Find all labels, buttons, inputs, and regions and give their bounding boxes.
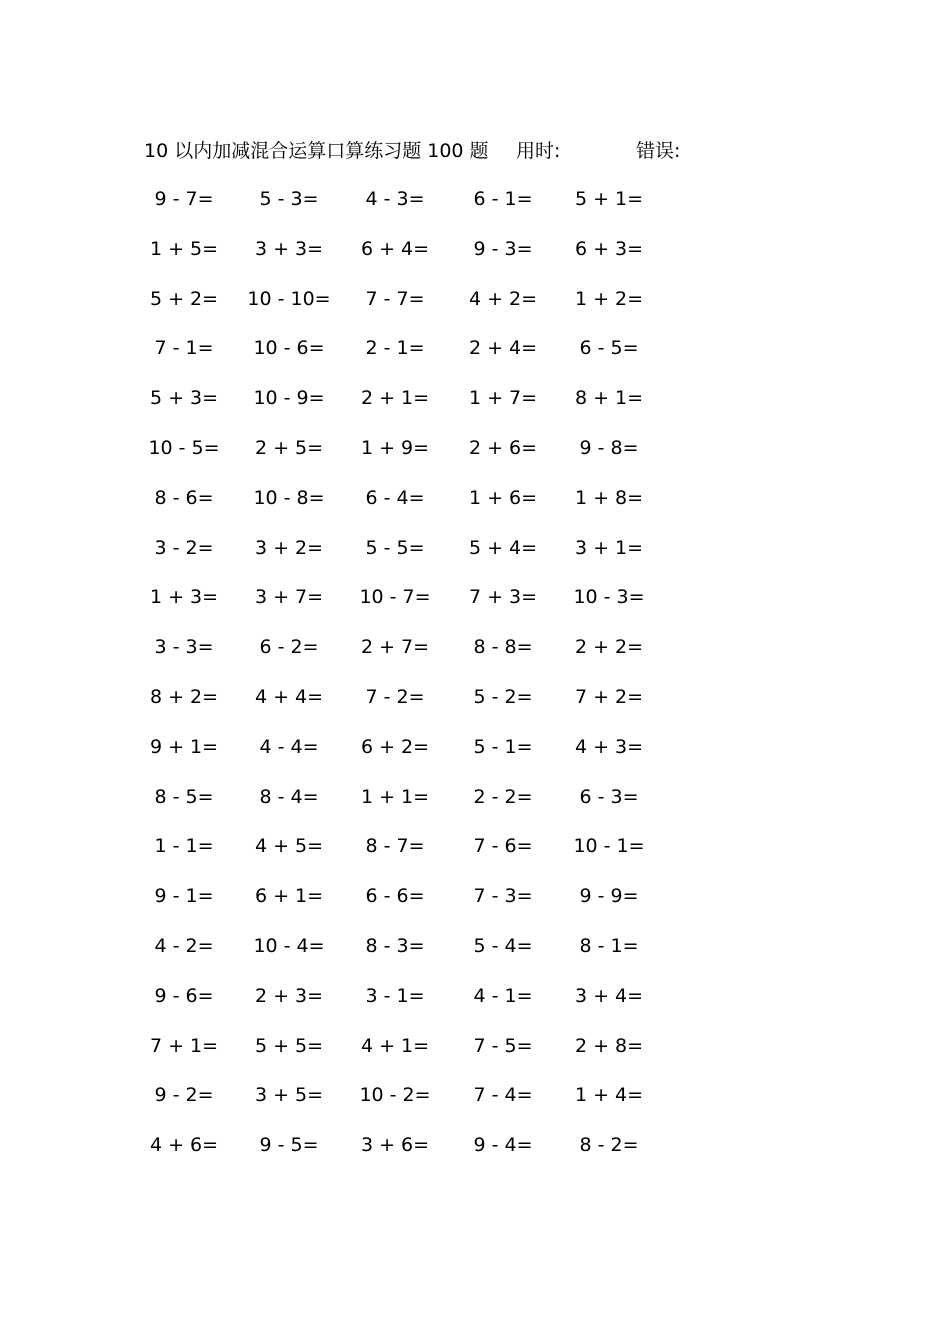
math-problem: 9 - 3= [473,237,533,260]
math-problem: 1 + 3= [149,586,219,609]
math-problem: 6 - 6= [365,885,425,908]
math-problem: 3 + 2= [254,536,324,559]
math-problem: 6 + 4= [360,237,430,260]
math-problem: 6 - 3= [579,785,639,808]
math-problem: 1 + 6= [468,486,538,509]
math-problem: 1 + 2= [574,287,644,310]
math-problem: 3 + 5= [254,1084,324,1107]
math-problem: 7 - 3= [473,885,533,908]
math-problem: 8 - 7= [365,835,425,858]
problem-row [0,1078,950,1112]
math-problem: 6 + 1= [254,885,324,908]
problem-row [0,481,950,515]
math-problem: 1 + 9= [360,437,430,459]
math-problem: 2 + 4= [468,337,538,360]
math-problem: 10 - 10= [247,287,331,310]
math-problem: 8 - 6= [154,486,214,509]
problem-row [0,182,950,216]
math-problem: 4 - 2= [154,935,214,957]
math-problem: 10 - 3= [573,586,645,609]
math-problem: 7 - 6= [473,835,533,858]
math-problem: 1 + 7= [468,387,538,410]
math-problem: 3 - 2= [154,536,214,559]
problem-row [0,979,950,1013]
math-problem: 10 - 9= [253,387,325,410]
math-problem: 10 - 5= [148,437,220,459]
math-problem: 9 - 6= [154,984,214,1007]
problem-row [0,829,950,863]
math-problem: 6 - 1= [473,188,533,210]
problem-row [0,929,950,963]
math-problem: 5 - 3= [259,188,319,210]
problem-row [0,431,950,465]
math-problem: 8 - 8= [473,636,533,659]
math-problem: 2 + 2= [574,636,644,659]
math-problem: 4 + 3= [574,735,644,758]
math-problem: 2 + 5= [254,437,324,459]
worksheet-title: 10 以内加减混合运算口算练习题 100 题 [144,140,489,162]
problem-row [0,630,950,664]
problem-row [0,730,950,764]
math-problem: 6 + 2= [360,735,430,758]
math-problem: 7 + 1= [149,1034,219,1057]
math-problem: 10 - 8= [253,486,325,509]
math-problem: 10 - 4= [253,935,325,957]
math-problem: 9 + 1= [149,735,219,758]
math-problem: 6 - 2= [259,636,319,659]
math-problem: 8 - 3= [365,935,425,957]
math-problem: 2 - 1= [365,337,425,360]
math-problem: 6 - 4= [365,486,425,509]
math-problem: 4 + 5= [254,835,324,858]
math-problem: 2 + 3= [254,984,324,1007]
math-problem: 7 - 1= [154,337,214,360]
math-problem: 5 - 1= [473,735,533,758]
math-problem: 1 - 1= [154,835,214,858]
problem-row [0,879,950,913]
math-problem: 4 + 1= [360,1034,430,1057]
math-problem: 10 - 6= [253,337,325,360]
problem-row [0,531,950,565]
math-problem: 3 - 3= [154,636,214,659]
math-problem: 4 - 3= [365,188,425,210]
math-problem: 10 - 7= [359,586,431,609]
math-problem: 1 + 4= [574,1084,644,1107]
problem-row [0,780,950,814]
math-problem: 9 - 7= [154,188,214,210]
math-problem: 1 + 1= [360,785,430,808]
math-problem: 5 - 5= [365,536,425,559]
math-problem: 9 - 1= [154,885,214,908]
math-problem: 4 - 4= [259,735,319,758]
math-problem: 4 - 1= [473,984,533,1007]
math-problem: 7 - 4= [473,1084,533,1107]
math-problem: 3 + 1= [574,536,644,559]
math-problem: 2 - 2= [473,785,533,808]
math-problem: 8 - 5= [154,785,214,808]
math-problem: 4 + 2= [468,287,538,310]
math-problem: 2 + 1= [360,387,430,410]
math-problem: 3 - 1= [365,984,425,1007]
math-problem: 5 + 2= [149,287,219,310]
problem-row [0,1029,950,1063]
math-problem: 9 - 5= [259,1134,319,1157]
math-problem: 2 + 8= [574,1034,644,1057]
math-problem: 2 + 6= [468,437,538,459]
math-problem: 5 + 1= [574,188,644,210]
math-problem: 5 + 3= [149,387,219,410]
math-problem: 2 + 7= [360,636,430,659]
errors-label: 错误: [636,140,681,162]
math-problem: 7 - 5= [473,1034,533,1057]
problem-row [0,1128,950,1162]
math-problem: 9 - 4= [473,1134,533,1157]
math-problem: 3 + 6= [360,1134,430,1157]
math-problem: 5 + 5= [254,1034,324,1057]
math-problem: 3 + 4= [574,984,644,1007]
math-problem: 1 + 5= [149,237,219,260]
math-problem: 5 + 4= [468,536,538,559]
math-problem: 8 - 1= [579,935,639,957]
math-problem: 7 + 3= [468,586,538,609]
math-problem: 3 + 7= [254,586,324,609]
math-problem: 8 - 2= [579,1134,639,1157]
math-problem: 4 + 6= [149,1134,219,1157]
math-problem: 9 - 9= [579,885,639,908]
math-problem: 10 - 1= [573,835,645,858]
math-problem: 4 + 4= [254,686,324,708]
problem-row [0,331,950,365]
problem-row [0,232,950,266]
math-problem: 7 - 2= [365,686,425,708]
math-problem: 9 - 8= [579,437,639,459]
math-problem: 3 + 3= [254,237,324,260]
math-problem: 8 + 1= [574,387,644,410]
problem-row [0,680,950,714]
math-problem: 1 + 8= [574,486,644,509]
problem-row [0,381,950,415]
time-used-label: 用时: [516,140,561,162]
problem-row [0,282,950,316]
math-problem: 8 - 4= [259,785,319,808]
math-problem: 5 - 2= [473,686,533,708]
problem-row [0,580,950,614]
math-problem: 5 - 4= [473,935,533,957]
math-problem: 8 + 2= [149,686,219,708]
math-problem: 7 + 2= [574,686,644,708]
math-problem: 10 - 2= [359,1084,431,1107]
math-problem: 9 - 2= [154,1084,214,1107]
math-problem: 7 - 7= [365,287,425,310]
math-problem: 6 + 3= [574,237,644,260]
math-problem: 6 - 5= [579,337,639,360]
